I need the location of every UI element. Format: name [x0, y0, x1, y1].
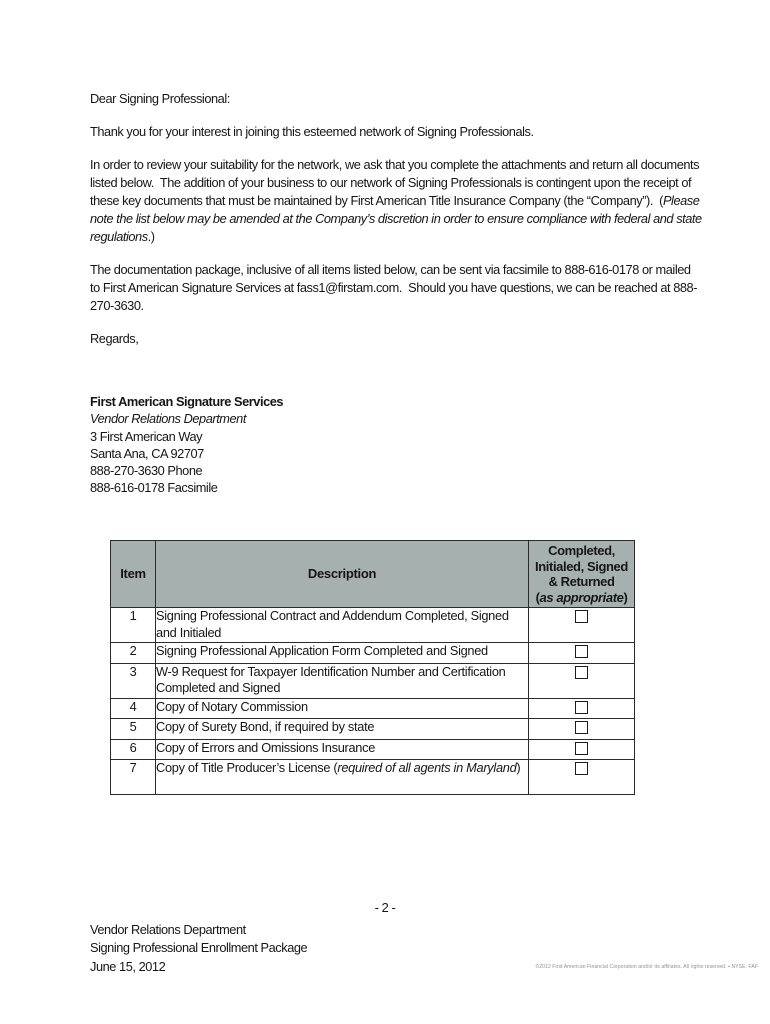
column-header-completed-line1: Completed, [548, 543, 615, 558]
column-header-completed-line3: & Returned [548, 574, 615, 589]
row-7-checkbox[interactable] [575, 762, 588, 775]
item-description: Copy of Surety Bond, if required by state [156, 719, 529, 740]
item-description-italic: required of all agents in Maryland [337, 760, 517, 775]
closing-regards: Regards, [90, 331, 139, 346]
item-number: 4 [111, 698, 156, 719]
item-description-end: ) [516, 760, 521, 775]
column-header-completed-line4 [529, 590, 634, 606]
item-number: 1 [111, 608, 156, 643]
salutation: Dear Signing Professional: [90, 91, 230, 106]
checkbox-cell [529, 608, 635, 643]
item-description: Copy of Errors and Omissions Insurance [156, 739, 529, 760]
checkbox-cell [529, 739, 635, 760]
table-header-row [111, 541, 635, 608]
item-number: 5 [111, 719, 156, 740]
checkbox-cell [529, 663, 635, 698]
signature-company-name: First American Signature Services [90, 394, 284, 409]
column-header-item: Item [111, 541, 156, 608]
item-number: 6 [111, 739, 156, 760]
table-row [111, 739, 635, 760]
row-3-checkbox[interactable] [575, 666, 588, 679]
paren-close: ) [623, 589, 628, 605]
item-description: Signing Professional Contract and Addendum Completed, Signed and Initialed [156, 608, 529, 643]
paragraph-requirements-text: In order to review your suitability for the network, we ask that you complete the attachments and return all documents listed below. The addition of your business to our network of Signing Professionals is contingent upon the receipt of these key documents that must be maintained by First American Title Insurance Company (the “Company”). ( [90, 157, 703, 208]
copyright-notice: ©2012 First American Financial Corporation and/or its affiliates. All rights reserved. ▪ NYSE: FAF [535, 964, 758, 970]
paragraph-requirements-note-italic: Please note the list below may be amended at the Company’s discretion in order to ensure compliance with federal and state regulations [90, 193, 705, 244]
table-row [111, 608, 635, 643]
item-description-text: Copy of Title Producer’s License ( [156, 760, 338, 775]
item-number: 3 [111, 663, 156, 698]
table-row [111, 719, 635, 740]
signature-phone: 888-270-3630 Phone [90, 463, 203, 479]
row-1-checkbox[interactable] [575, 610, 588, 623]
table-row [111, 643, 635, 664]
item-number: 7 [111, 760, 156, 795]
table-row [111, 698, 635, 719]
as-appropriate-label: as appropriate [539, 589, 624, 605]
signature-address-line2: Santa Ana, CA 92707 [90, 445, 204, 461]
checkbox-cell [529, 698, 635, 719]
page-number: - 2 - [374, 900, 396, 915]
row-6-checkbox[interactable] [575, 742, 588, 755]
paren-open: ( [535, 589, 540, 605]
paragraph-documentation-package: The documentation package, inclusive of all items listed below, can be sent via facsimile to 888-616-0178 or mailed to First American Signature Services at fass1@firstam.com. Should you have questions, we can be reached at 888-270-3630. [90, 262, 698, 313]
item-description [156, 760, 529, 795]
row-4-checkbox[interactable] [575, 701, 588, 714]
row-2-checkbox[interactable] [575, 645, 588, 658]
checkbox-cell [529, 719, 635, 740]
column-header-completed-line2: Initialed, Signed [535, 558, 628, 574]
letter-body [90, 90, 705, 497]
table-row [111, 663, 635, 698]
table-row [111, 760, 635, 795]
row-5-checkbox[interactable] [575, 721, 588, 734]
signature-department: Vendor Relations Department [90, 411, 246, 427]
item-description: Copy of Notary Commission [156, 698, 529, 719]
item-number: 2 [111, 643, 156, 664]
signature-address-line1: 3 First American Way [90, 428, 203, 444]
footer-block [90, 921, 307, 976]
paragraph-requirements [90, 156, 705, 246]
footer-date: June 15, 2012 [90, 958, 166, 974]
signature-block [90, 393, 702, 497]
checkbox-cell [529, 643, 635, 664]
column-header-description: Description [156, 541, 529, 608]
item-description: Signing Professional Application Form Completed and Signed [156, 643, 529, 664]
footer-package-title: Signing Professional Enrollment Package [90, 940, 308, 956]
paragraph-thank-you: Thank you for your interest in joining this esteemed network of Signing Professionals. [90, 124, 534, 139]
item-description: W-9 Request for Taxpayer Identification Number and Certification Completed and Signed [156, 663, 529, 698]
footer-department: Vendor Relations Department [90, 922, 246, 937]
paragraph-requirements-end: .) [147, 229, 155, 244]
signature-fax: 888-616-0178 Facsimile [90, 480, 218, 496]
checkbox-cell [529, 760, 635, 795]
column-header-completed [529, 541, 635, 608]
enrollment-checklist-table [110, 540, 635, 795]
